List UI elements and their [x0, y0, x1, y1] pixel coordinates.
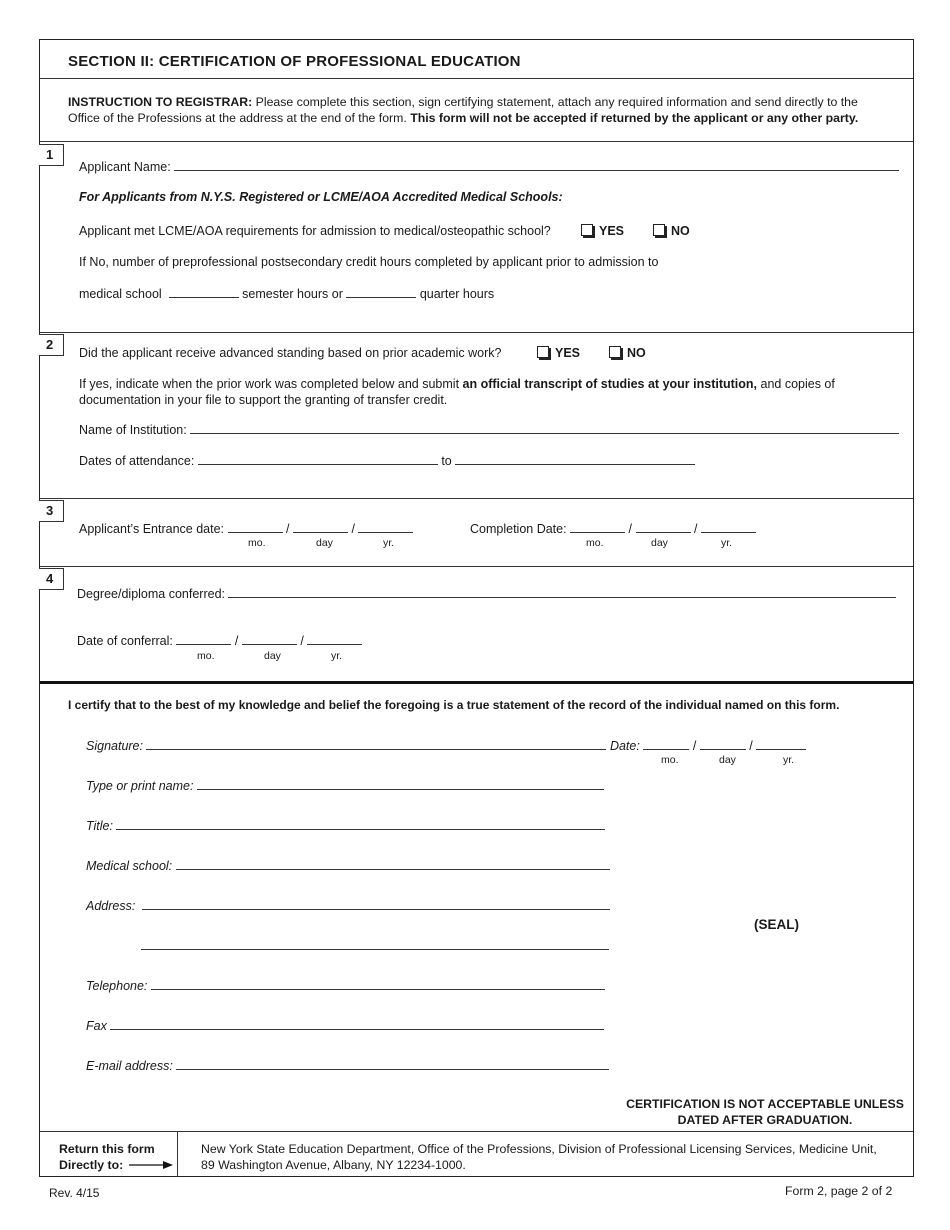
certify-statement: I certify that to the best of my knowledge and belief the foregoing is a true statement of the record of the individual named on this form. [68, 698, 840, 712]
instruction-warning: This form will not be accepted if returned by the applicant or any other party. [410, 111, 859, 125]
prior-work-text: If yes, indicate when the prior work was completed below and submit [79, 377, 463, 391]
prior-work-instruction [79, 376, 879, 408]
advanced-yes-option[interactable] [537, 346, 580, 360]
entrance-year-field[interactable] [358, 521, 413, 533]
completion-day-field[interactable] [636, 521, 691, 533]
part-2-number: 2 [39, 334, 64, 356]
conferral-row [77, 633, 362, 648]
conferral-day-field[interactable] [242, 633, 297, 645]
conferral-year-field[interactable] [307, 633, 362, 645]
slash: / [749, 739, 753, 753]
address-row [86, 898, 610, 913]
completion-date-row [470, 521, 756, 536]
lcme-yes-label: YES [599, 224, 625, 238]
return-label [59, 1141, 175, 1173]
part-1-subheading: For Applicants from N.Y.S. Registered or LCME/AOA Accredited Medical Schools: [79, 190, 563, 204]
credit-hours-row [79, 286, 494, 301]
page-number: Form 2, page 2 of 2 [785, 1184, 893, 1198]
institution-field[interactable] [190, 422, 899, 434]
graduation-notice-line-1: CERTIFICATION IS NOT ACCEPTABLE UNLESS [626, 1097, 904, 1111]
thick-divider [40, 681, 913, 684]
telephone-row [86, 978, 605, 993]
degree-row [77, 586, 896, 601]
instruction-label: INSTRUCTION TO REGISTRAR: [68, 95, 253, 109]
degree-label: Degree/diploma conferred: [77, 587, 225, 601]
fax-field[interactable] [110, 1018, 604, 1030]
applicant-name-field[interactable] [174, 159, 899, 171]
signature-label: Signature: [86, 739, 143, 753]
part-3-number: 3 [39, 500, 64, 522]
divider [40, 566, 913, 567]
attendance-label: Dates of attendance: [79, 454, 195, 468]
signature-field[interactable] [146, 738, 606, 750]
email-field[interactable] [176, 1058, 609, 1070]
date-month-field[interactable] [643, 738, 689, 750]
entrance-date-label: Applicant’s Entrance date: [79, 522, 225, 536]
divider [40, 78, 913, 79]
part-4-number: 4 [39, 568, 64, 590]
divider [40, 332, 913, 333]
lcme-question: Applicant met LCME/AOA requirements for admission to medical/osteopathic school? [79, 224, 551, 238]
semester-hours-label: semester hours or [242, 287, 343, 301]
lcme-no-label: NO [671, 224, 690, 238]
conferral-month-field[interactable] [176, 633, 231, 645]
completion-date-label: Completion Date: [470, 522, 567, 536]
entrance-day-field[interactable] [293, 521, 348, 533]
slash: / [351, 522, 355, 536]
conferral-label: Date of conferral: [77, 634, 173, 648]
address-field-1[interactable] [142, 898, 610, 910]
entrance-mo-caption: mo. [248, 537, 266, 549]
medical-school-field[interactable] [176, 858, 610, 870]
conferral-yr-caption: yr. [331, 650, 343, 662]
advanced-yes-checkbox[interactable] [537, 346, 549, 358]
title-field[interactable] [116, 818, 605, 830]
medical-school-label: medical school [79, 287, 162, 301]
email-row [86, 1058, 609, 1073]
revision-label: Rev. 4/15 [49, 1186, 100, 1200]
graduation-notice [620, 1096, 910, 1128]
institution-label: Name of Institution: [79, 423, 187, 437]
quarter-hours-label: quarter hours [419, 287, 495, 301]
attendance-to-label: to [441, 454, 452, 468]
return-label-directly: Directly to: [59, 1158, 124, 1172]
date-year-field[interactable] [756, 738, 806, 750]
attendance-from-field[interactable] [198, 453, 438, 465]
date-yr-caption: yr. [783, 754, 795, 766]
title-row [86, 818, 605, 833]
divider [40, 141, 913, 142]
return-address-line-1: New York State Education Department, Office of the Professions, Division of Professional Licensing Services, Medicine Unit, [201, 1142, 877, 1156]
title-label: Title: [86, 819, 113, 833]
part-1-number: 1 [39, 144, 64, 166]
lcme-yes-option[interactable] [581, 224, 624, 238]
degree-field[interactable] [228, 586, 896, 598]
date-day-field[interactable] [700, 738, 746, 750]
attendance-row [79, 453, 695, 468]
email-label: E-mail address: [86, 1059, 173, 1073]
medical-school-label: Medical school: [86, 859, 173, 873]
lcme-no-option[interactable] [653, 224, 690, 238]
slash: / [300, 634, 304, 648]
divider [40, 498, 913, 499]
section-title: SECTION II: CERTIFICATION OF PROFESSIONAL EDUCATION [68, 53, 521, 70]
graduation-notice-line-2: DATED AFTER GRADUATION. [677, 1113, 853, 1127]
date-label: Date: [609, 739, 640, 753]
address-label: Address: [86, 899, 136, 913]
slash: / [234, 634, 239, 648]
return-label-line-2 [59, 1157, 175, 1173]
address-row-2 [141, 938, 609, 953]
attendance-to-field[interactable] [455, 453, 695, 465]
slash: / [628, 522, 633, 536]
return-address [201, 1141, 877, 1173]
instruction-block [68, 94, 883, 126]
completion-yr-caption: yr. [721, 537, 733, 549]
fax-label: Fax [86, 1019, 107, 1033]
conferral-mo-caption: mo. [197, 650, 215, 662]
lcme-yes-checkbox[interactable] [581, 224, 593, 236]
advanced-yes-label: YES [555, 346, 581, 360]
medical-school-row [86, 858, 610, 873]
entrance-yr-caption: yr. [383, 537, 395, 549]
slash: / [692, 739, 697, 753]
date-day-caption: day [719, 754, 736, 766]
applicant-name-row [79, 159, 899, 174]
advanced-no-label: NO [627, 346, 646, 360]
date-mo-caption: mo. [661, 754, 679, 766]
entrance-month-field[interactable] [228, 521, 283, 533]
prior-work-text-2: and copies of documentation in your file to support the granting of transfer credit. [79, 377, 835, 407]
telephone-field[interactable] [151, 978, 605, 990]
applicant-name-label: Applicant Name: [79, 160, 171, 174]
print-name-field[interactable] [197, 778, 604, 790]
arrow-right-icon [127, 1160, 175, 1170]
return-box-divider [177, 1131, 178, 1177]
completion-year-field[interactable] [701, 521, 756, 533]
seal-label: (SEAL) [754, 917, 799, 932]
credit-hours-instruction: If No, number of preprofessional postsecondary credit hours completed by applicant prior to admission to [79, 255, 659, 269]
completion-mo-caption: mo. [586, 537, 604, 549]
institution-row [79, 422, 899, 437]
advanced-no-checkbox[interactable] [609, 346, 621, 358]
advanced-no-option[interactable] [609, 346, 646, 360]
return-label-line-1: Return this form [59, 1142, 155, 1156]
print-name-label: Type or print name: [86, 779, 194, 793]
completion-day-caption: day [651, 537, 668, 549]
form-frame [39, 39, 914, 1177]
advanced-standing-question: Did the applicant receive advanced standing based on prior academic work? [79, 346, 502, 360]
instruction-text: Please complete this section, sign certifying statement, attach any required information and send directly to the Office of the Professions at the address at the end of the form. [68, 95, 858, 125]
semester-hours-field[interactable] [169, 286, 239, 298]
entrance-date-row [79, 521, 413, 536]
conferral-day-caption: day [264, 650, 281, 662]
slash: / [285, 522, 290, 536]
prior-work-bold: an official transcript of studies at your institution, [462, 377, 758, 391]
return-address-line-2: 89 Washington Avenue, Albany, NY 12234-1000. [201, 1158, 466, 1172]
lcme-no-checkbox[interactable] [653, 224, 665, 236]
entrance-day-caption: day [316, 537, 333, 549]
fax-row [86, 1018, 604, 1033]
completion-month-field[interactable] [570, 521, 625, 533]
print-name-row [86, 778, 604, 793]
slash: / [694, 522, 698, 536]
address-field-2[interactable] [141, 938, 609, 950]
signature-row [86, 738, 806, 753]
telephone-label: Telephone: [86, 979, 148, 993]
quarter-hours-field[interactable] [346, 286, 416, 298]
